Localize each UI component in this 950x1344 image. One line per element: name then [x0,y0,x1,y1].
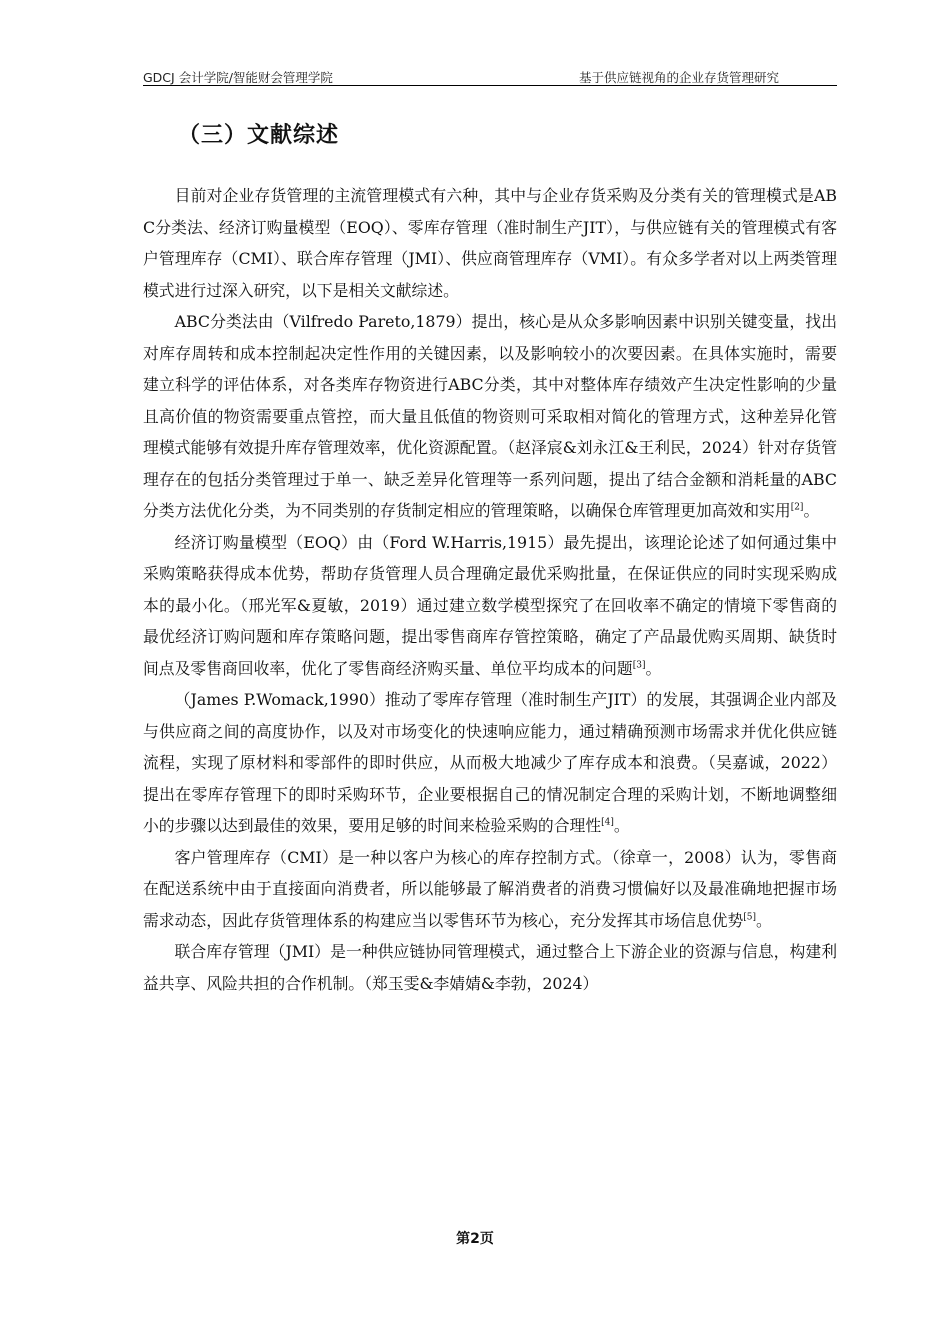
citation-ref[interactable]: [2] [790,502,804,513]
paragraph-tail: 。 [645,658,662,678]
paragraph-abc [143,306,837,527]
paragraph-tail: 。 [613,816,630,835]
citation-ref[interactable]: [4] [601,817,614,828]
header-paper-title: 基于供应链视角的企业存货管理研究 [578,70,779,85]
page-number: 第2页 [456,1231,494,1247]
citation-ref[interactable]: [5] [743,912,757,923]
paragraph-jit [143,684,837,842]
paragraph-text: （James P.Womack,1990）推动了零库存管理（准时制生产JIT）的发展，其强调企业内部及与供应商之间的高度协作，以及对市场变化的快速响应能力，通过精确预测市场需求并优化供应链流程，实现了原材料和零部件的即时供应，从而极大地减少了库存成本和浪费。（吴嘉诚，2022）提出在零库存管理下的即时采购环节，企业要根据自己的情况制定合理的采购计划，不断地调整细小的步骤以达到最佳的效果，要用足够的时间来检验采购的合理性 [143,690,837,835]
paragraph-jmi [143,936,837,999]
paragraph-text: 经济订购量模型（EOQ）由（Ford W.Harris,1915）最先提出，该理论论述了如何通过集中采购策略获得成本优势，帮助存货管理人员合理确定最优采购批量，在保证供应的同时实现采购成本的最小化。（邢光军&夏敏，2019）通过建立数学模型探究了在回收率不确定的情境下零售商的最优经济订购问题和库存策略问题，提出零售商库存管控策略，确定了产品最优购买周期、缺货时间点及零售商回收率，优化了零售商经济购买量、单位平均成本的问题 [143,532,837,678]
paragraph-text: 客户管理库存（CMI）是一种以客户为核心的库存控制方式。（徐章一，2008）认为，零售商在配送系统中由于直接面向消费者，所以能够最了解消费者的消费习惯偏好以及最准确地把握市场需求动态，因此存货管理体系的构建应当以零售环节为核心，充分发挥其市场信息优势 [143,847,837,930]
paragraph-eoq [143,527,837,685]
paragraph-cmi [143,842,837,937]
paragraph-text: 联合库存管理（JMI）是一种供应链协同管理模式，通过整合上下游企业的资源与信息，构建利益共享、风险共担的合作机制。（郑玉雯&李婧婧&李勃，2024） [143,942,837,993]
header-institution: GDCJ 会计学院/智能财会管理学院 [143,70,333,85]
section-title: （三）文献综述 [178,123,340,148]
citation-ref[interactable]: [3] [632,660,646,671]
body-text [143,180,837,999]
paragraph-intro [143,180,837,306]
running-header [143,66,837,86]
paragraph-tail: 。 [803,501,820,520]
paragraph-text: ABC分类法由（Vilfredo Pareto,1879）提出，核心是从众多影响因素中识别关键变量，找出对库存周转和成本控制起决定性作用的关键因素，以及影响较小的次要因素。在具体实施时，需要建立科学的评估体系，对各类库存物资进行ABC分类，其中对整体库存绩效产生决定性影响的少量且高价值的物资需要重点管控，而大量且低值的物资则可采取相对简化的管理方式，这种差异化管理模式能够有效提升库存管理效率，优化资源配置。（赵泽宸&刘永江&王利民，2024）针对存货管理存在的包括分类管理过于单一、缺乏差异化管理等一系列问题，提出了结合金额和消耗量的ABC 分类方法优化分类，为不同类别的存货制定相应的管理策略，以确保仓库管理更加高效和实用 [143,312,837,520]
paragraph-text: 目前对企业存货管理的主流管理模式有六种，其中与企业存货采购及分类有关的管理模式是ABC分类法、经济订购量模型（EOQ）、零库存管理（准时制生产JIT），与供应链有关的管理模式有客户管理库存（CMI）、联合库存管理（JMI）、供应商管理库存（VMI）。有众多学者对以上两类管理模式进行过深入研究，以下是相关文献综述。 [143,186,837,300]
paragraph-tail: 。 [756,910,772,930]
header-divider [143,85,837,86]
